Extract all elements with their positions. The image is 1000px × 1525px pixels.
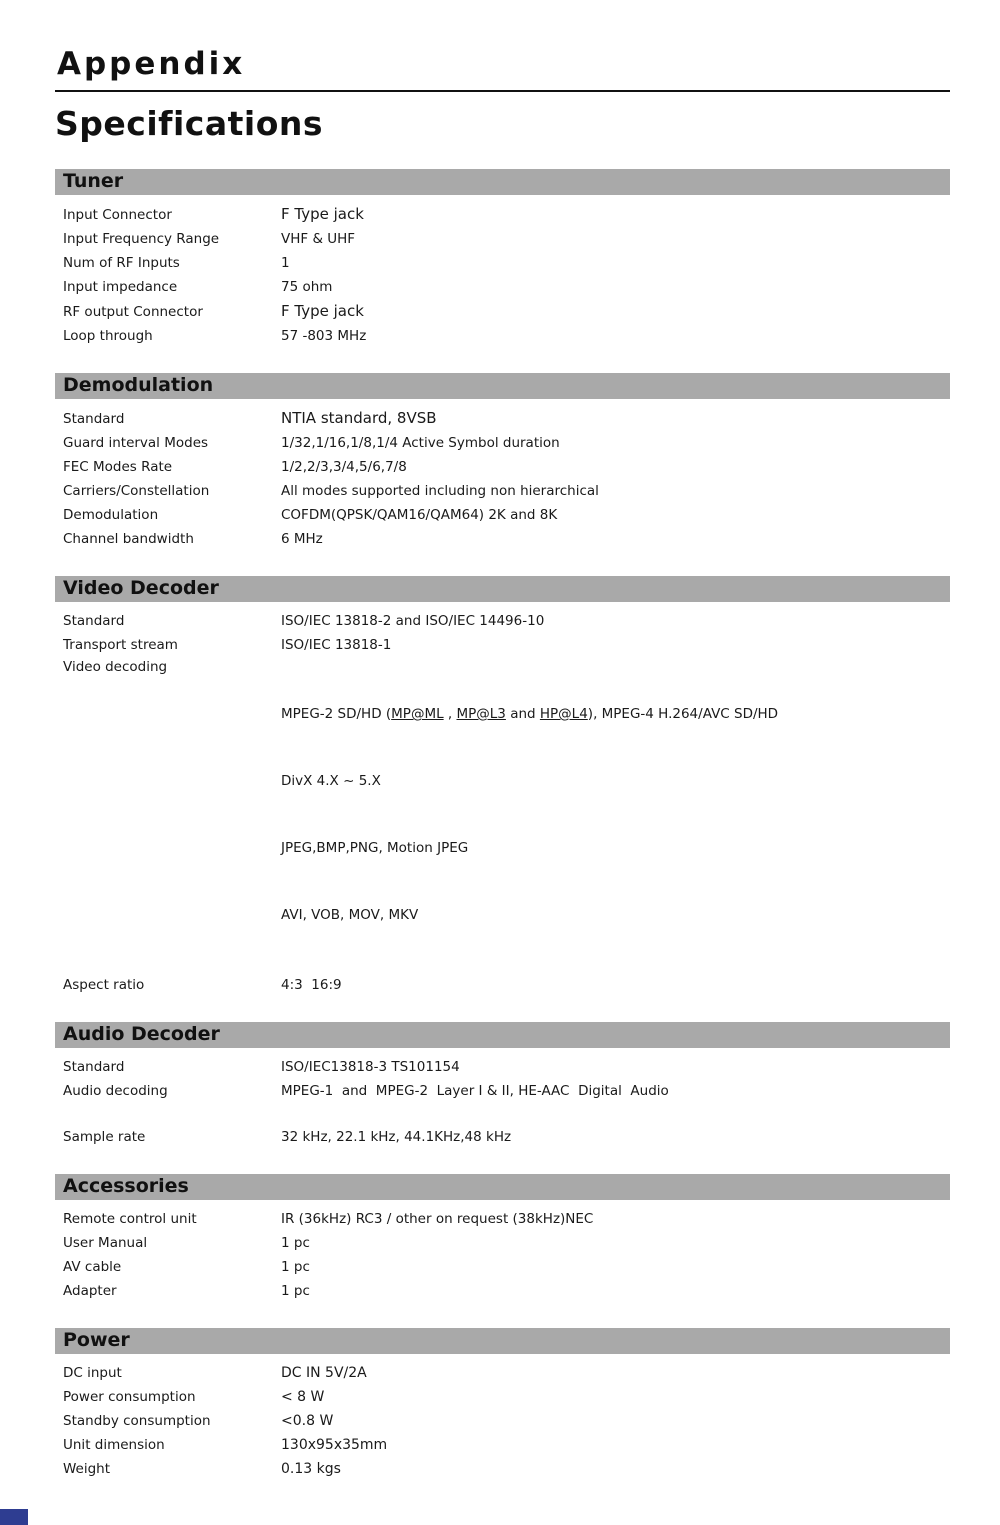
spec-row	[63, 657, 950, 973]
section-rows	[55, 602, 950, 1001]
spec-row	[63, 1255, 950, 1279]
spec-value: ISO/IEC13818-3 TS101154	[281, 1059, 460, 1075]
spec-value: 4:3 16:9	[281, 977, 342, 993]
spec-label: Demodulation	[63, 507, 159, 523]
spec-label: AV cable	[63, 1259, 122, 1275]
footer-accent-bar	[0, 1509, 28, 1525]
spec-label: Audio decoding	[63, 1083, 168, 1099]
section-title: Demodulation	[63, 374, 214, 396]
spec-value-part-underlined: MP@ML	[391, 706, 444, 722]
spec-value: F Type jack	[281, 205, 364, 223]
spec-row	[63, 431, 950, 455]
spec-label: Channel bandwidth	[63, 531, 194, 547]
spec-value: 1/32,1/16,1/8,1/4 Active Symbol duration	[281, 435, 560, 451]
section-rows	[55, 399, 950, 555]
spec-label: Transport stream	[63, 637, 178, 653]
spec-value-line: AVI, VOB, MOV, MKV	[281, 907, 419, 923]
spec-row	[63, 1207, 950, 1231]
spec-label: Sample rate	[63, 1129, 146, 1145]
spec-value: <0.8 W	[281, 1413, 334, 1429]
heading-rule	[55, 90, 950, 92]
spec-value: 32 kHz, 22.1 kHz, 44.1KHz,48 kHz	[281, 1129, 512, 1145]
spec-row	[63, 275, 950, 299]
section-accessories	[55, 1174, 950, 1307]
section-header	[55, 576, 950, 602]
spec-value-part: and	[505, 706, 540, 722]
spec-label: Input Frequency Range	[63, 231, 220, 247]
spec-value-line: DivX 4.X ~ 5.X	[281, 773, 381, 789]
spec-row	[63, 1385, 950, 1409]
spec-value-part: ), MPEG-4 H.264/AVC SD/HD	[587, 706, 779, 722]
section-header	[55, 1328, 950, 1354]
spec-row	[63, 973, 950, 997]
spec-value: VHF & UHF	[281, 231, 356, 247]
section-tuner	[55, 169, 950, 352]
spec-value-part-underlined: MP@L3	[456, 706, 506, 722]
section-title: Power	[63, 1329, 130, 1351]
spec-value-line	[281, 705, 778, 724]
spec-label: Standard	[63, 411, 125, 427]
spec-value: 1	[281, 255, 290, 271]
spec-row	[63, 1457, 950, 1481]
spec-row	[63, 299, 950, 324]
spec-label: Aspect ratio	[63, 977, 145, 993]
page-subheading: Specifications	[55, 104, 324, 143]
spec-value: 1/2,2/3,3/4,5/6,7/8	[281, 459, 407, 475]
spec-row	[63, 609, 950, 633]
spec-label: Weight	[63, 1461, 111, 1477]
spec-value: 1 pc	[281, 1283, 310, 1299]
spec-label: Num of RF Inputs	[63, 255, 180, 271]
spec-value: ISO/IEC 13818-2 and ISO/IEC 14496-10	[281, 613, 545, 629]
spec-label: RF output Connector	[63, 304, 203, 320]
spec-label: Power consumption	[63, 1389, 196, 1405]
spec-label: Loop through	[63, 328, 153, 344]
section-rows	[55, 195, 950, 352]
spec-label: Standard	[63, 613, 125, 629]
spec-value: MPEG-1 and MPEG-2 Layer I & II, HE-AAC Digital Audio	[281, 1083, 669, 1099]
spec-value: < 8 W	[281, 1389, 325, 1405]
spec-value: 57 -803 MHz	[281, 328, 367, 344]
spec-value: 1 pc	[281, 1259, 310, 1275]
section-title: Audio Decoder	[63, 1023, 220, 1045]
spec-value: 1 pc	[281, 1235, 310, 1251]
spec-row	[63, 1055, 950, 1079]
spec-row	[63, 455, 950, 479]
spec-row	[63, 527, 950, 551]
spec-value-part: MPEG-2 SD/HD (	[281, 706, 392, 722]
spec-label: Input impedance	[63, 279, 178, 295]
page-heading: Appendix	[57, 46, 246, 82]
spec-label: Standby consumption	[63, 1413, 211, 1429]
spec-label: DC input	[63, 1365, 122, 1381]
spec-label: User Manual	[63, 1235, 148, 1251]
spec-row	[63, 503, 950, 527]
spec-value: 130x95x35mm	[281, 1437, 388, 1453]
section-header	[55, 1174, 950, 1200]
spec-value: DC IN 5V/2A	[281, 1365, 367, 1381]
spec-row	[63, 1361, 950, 1385]
spec-row	[63, 202, 950, 227]
spec-row	[63, 1125, 950, 1149]
section-rows	[55, 1354, 950, 1485]
spec-value: IR (36kHz) RC3 / other on request (38kHz)NEC	[281, 1211, 594, 1227]
spec-row	[63, 633, 950, 657]
section-header	[55, 373, 950, 399]
spec-row	[63, 1279, 950, 1303]
spec-row	[63, 1433, 950, 1457]
section-title: Accessories	[63, 1175, 189, 1197]
spec-value: All modes supported including non hierarchical	[281, 483, 599, 499]
spec-row	[63, 324, 950, 348]
spec-value-line: JPEG,BMP,PNG, Motion JPEG	[281, 840, 469, 856]
spec-row	[63, 227, 950, 251]
spec-value: ISO/IEC 13818-1	[281, 637, 392, 653]
spec-value: COFDM(QPSK/QAM16/QAM64) 2K and 8K	[281, 507, 558, 523]
section-rows	[55, 1200, 950, 1307]
section-audio-decoder	[55, 1022, 950, 1153]
spec-label: Video decoding	[63, 659, 168, 675]
spec-row	[63, 1409, 950, 1433]
section-header	[55, 169, 950, 195]
spec-value-part-underlined: HP@L4	[539, 706, 588, 722]
spec-label: Adapter	[63, 1283, 117, 1299]
section-title: Video Decoder	[63, 577, 219, 599]
spec-label: Standard	[63, 1059, 125, 1075]
section-rows	[55, 1048, 950, 1153]
spec-value: NTIA standard, 8VSB	[281, 409, 437, 427]
spec-label: Unit dimension	[63, 1437, 165, 1453]
spec-value: 0.13 kgs	[281, 1461, 341, 1477]
spec-label: Remote control unit	[63, 1211, 197, 1227]
spec-label: Input Connector	[63, 207, 172, 223]
section-video-decoder	[55, 576, 950, 1001]
spec-value: 75 ohm	[281, 279, 333, 295]
spec-row	[63, 251, 950, 275]
section-power	[55, 1328, 950, 1485]
spec-row	[63, 1231, 950, 1255]
section-header	[55, 1022, 950, 1048]
spec-row	[63, 406, 950, 431]
section-title: Tuner	[63, 170, 124, 192]
spec-value: F Type jack	[281, 302, 364, 320]
spec-label: Carriers/Constellation	[63, 483, 210, 499]
spec-label: FEC Modes Rate	[63, 459, 173, 475]
section-demodulation	[55, 373, 950, 555]
spec-row	[63, 1079, 950, 1103]
spec-value-part: ,	[443, 706, 457, 722]
spec-row	[63, 479, 950, 503]
spec-label: Guard interval Modes	[63, 435, 209, 451]
spec-value	[281, 657, 778, 973]
spec-value: 6 MHz	[281, 531, 323, 547]
